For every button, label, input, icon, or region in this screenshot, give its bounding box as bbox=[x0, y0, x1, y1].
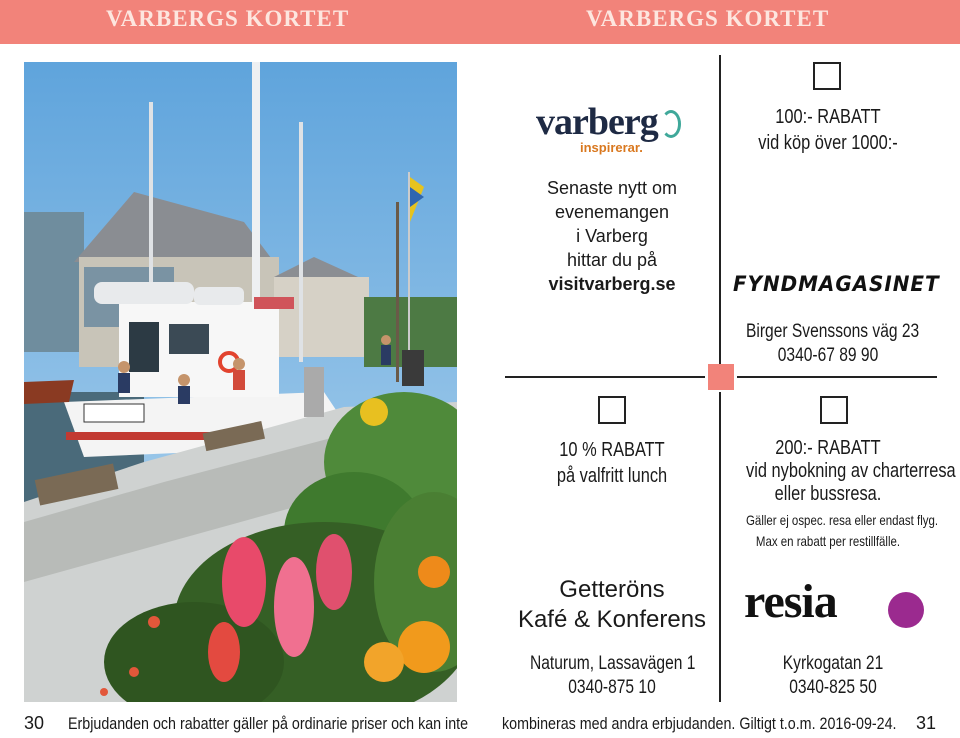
resia-offer-line-1: 200:- RABATT bbox=[775, 437, 881, 459]
getterons-offer-line-1: 10 % RABATT bbox=[559, 439, 665, 461]
getterons-address: Naturum, Lassavägen 1 bbox=[530, 653, 696, 674]
varberg-message bbox=[512, 176, 712, 296]
header-title-right: VARBERGS KORTET bbox=[586, 6, 830, 31]
varberg-tagline: inspirerar. bbox=[580, 140, 643, 155]
varberg-line-1: Senaste nytt om bbox=[546, 178, 678, 198]
resia-phone: 0340-825 50 bbox=[789, 677, 877, 698]
header-title-left: VARBERGS KORTET bbox=[106, 6, 350, 31]
varberg-line-2: evenemangen bbox=[554, 202, 670, 222]
getterons-offer-line-2: på valfritt lunch bbox=[556, 465, 668, 487]
varberg-line-4: hittar du på bbox=[566, 250, 658, 270]
varberg-logo-text: varberg bbox=[536, 101, 658, 143]
resia-offer-line-3: eller bussresa. bbox=[774, 483, 882, 505]
resia-address: Kyrkogatan 21 bbox=[782, 653, 884, 674]
resia-logo-text: resia bbox=[744, 575, 837, 628]
divider-horizontal-left bbox=[505, 376, 705, 378]
fyndmagasinet-offer-line-1: 100:- RABATT bbox=[775, 106, 881, 128]
resia-dot-icon bbox=[888, 592, 924, 628]
page-number-left: 30 bbox=[24, 713, 45, 733]
resia-logo bbox=[744, 575, 934, 628]
fyndmagasinet-logo: FYNDMAGASINET bbox=[733, 272, 940, 296]
varberg-logo bbox=[536, 102, 686, 162]
footer-text-right: kombineras med andra erbjudanden. Giltigt t.o.m. 2016-09-24. bbox=[502, 714, 897, 733]
varberg-line-3: i Varberg bbox=[576, 226, 648, 246]
fyndmagasinet-address: Birger Svenssons väg 23 bbox=[746, 321, 920, 342]
fyndmagasinet-phone: 0340-67 89 90 bbox=[777, 345, 879, 366]
getterons-name-line-1: Getteröns bbox=[559, 576, 665, 603]
varberg-website[interactable]: visitvarberg.se bbox=[548, 274, 676, 294]
getterons-phone: 0340-875 10 bbox=[568, 677, 656, 698]
footer-text-left: Erbjudanden och rabatter gäller på ordinarie priser och kan inte bbox=[68, 714, 469, 733]
varberg-logo-swirl-icon bbox=[661, 110, 681, 138]
fyndmagasinet-offer-line-2: vid köp över 1000:- bbox=[758, 132, 898, 154]
page-number-right: 31 bbox=[916, 713, 937, 733]
resia-offer-line-2: vid nybokning av charterresa bbox=[746, 460, 956, 482]
resia-note-line-2: Max en rabatt per restillfälle. bbox=[755, 533, 901, 549]
resia-note-line-1: Gäller ej ospec. resa eller endast flyg. bbox=[746, 512, 939, 528]
divider-vertical-bottom bbox=[719, 392, 721, 702]
divider-horizontal-right bbox=[737, 376, 937, 378]
getterons-name-line-2: Kafé & Konferens bbox=[517, 606, 707, 633]
harbour-photo bbox=[24, 62, 457, 702]
resia-checkbox[interactable] bbox=[820, 396, 848, 424]
divider-vertical-top bbox=[719, 55, 721, 375]
getterons-checkbox[interactable] bbox=[598, 396, 626, 424]
fyndmagasinet-checkbox[interactable] bbox=[813, 62, 841, 90]
